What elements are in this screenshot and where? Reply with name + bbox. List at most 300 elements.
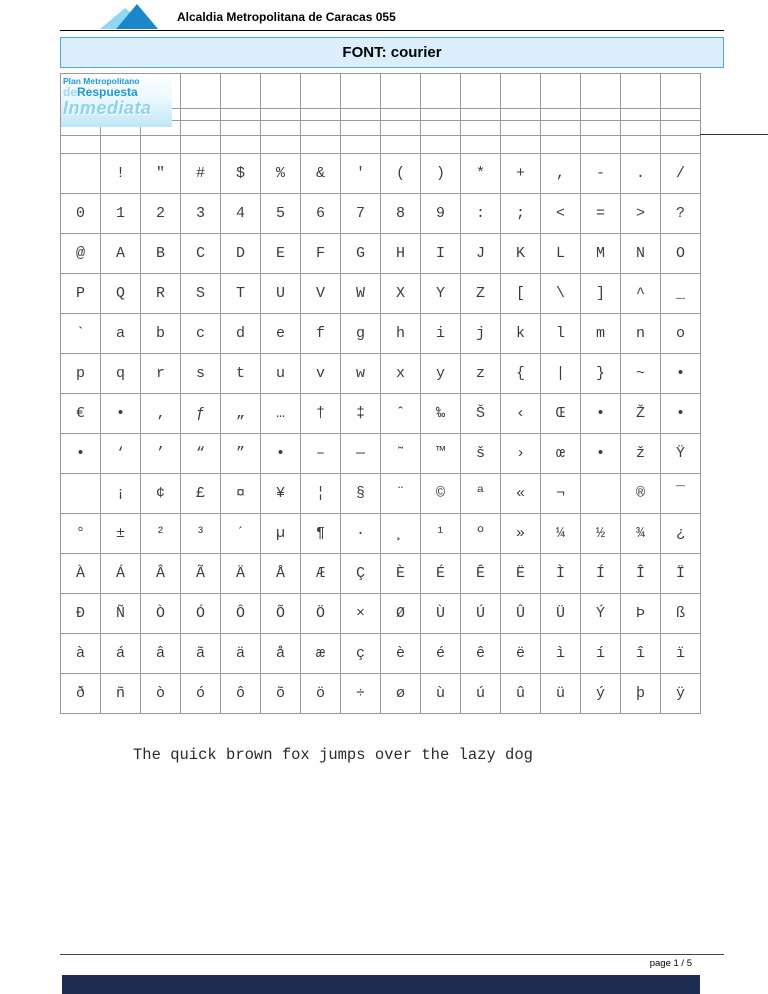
char-cell: E [261,234,301,274]
char-cell: • [61,434,101,474]
empty-cell [661,136,701,154]
char-cell: £ [181,474,221,514]
char-cell: „ [221,394,261,434]
char-cell: ” [221,434,261,474]
char-grid-body [61,74,701,714]
char-row [61,354,701,394]
char-cell: J [461,234,501,274]
char-cell: æ [301,634,341,674]
char-cell: ç [341,634,381,674]
char-cell: ô [221,674,261,714]
empty-cell [341,136,381,154]
empty-cell [421,74,461,109]
char-cell: ; [501,194,541,234]
char-cell: – [301,434,341,474]
char-cell: G [341,234,381,274]
char-cell [61,154,101,194]
char-cell: µ [261,514,301,554]
char-cell: i [421,314,461,354]
empty-cell [581,121,621,136]
char-cell: ’ [141,434,181,474]
empty-cell [461,109,501,121]
char-cell: L [541,234,581,274]
char-cell: g [341,314,381,354]
empty-cell [341,109,381,121]
empty-cell [261,136,301,154]
char-cell: û [501,674,541,714]
char-cell: Í [581,554,621,594]
char-cell: ) [421,154,461,194]
char-cell: ¨ [381,474,421,514]
char-cell: o [661,314,701,354]
char-cell: r [141,354,181,394]
char-cell: ê [461,634,501,674]
char-cell: Z [461,274,501,314]
empty-cell [261,74,301,109]
char-cell: ž [621,434,661,474]
char-cell: † [301,394,341,434]
char-cell: « [501,474,541,514]
empty-cell [261,121,301,136]
char-cell: € [61,394,101,434]
char-cell: R [141,274,181,314]
char-cell: ~ [621,354,661,394]
character-grid [60,73,701,714]
char-cell: × [341,594,381,634]
char-cell: S [181,274,221,314]
char-cell: F [301,234,341,274]
char-cell: · [341,514,381,554]
char-row [61,674,701,714]
char-row [61,154,701,194]
empty-cell [341,121,381,136]
char-cell: Ù [421,594,461,634]
empty-cell [501,136,541,154]
empty-cell [621,121,661,136]
triangle-dark-icon [116,4,158,29]
char-cell: 9 [421,194,461,234]
char-cell: › [501,434,541,474]
char-cell: ¡ [101,474,141,514]
char-cell: É [421,554,461,594]
char-cell: š [461,434,501,474]
empty-cell [301,121,341,136]
empty-cell [621,136,661,154]
char-cell: œ [541,434,581,474]
char-cell: ¾ [621,514,661,554]
char-cell: u [261,354,301,394]
char-cell: \ [541,274,581,314]
bottom-bar [62,975,700,994]
char-cell: 0 [61,194,101,234]
char-cell: h [381,314,421,354]
char-cell: ó [181,674,221,714]
char-cell: ñ [101,674,141,714]
empty-cell [381,121,421,136]
char-cell: … [261,394,301,434]
empty-cell [621,109,661,121]
char-cell: ‘ [101,434,141,474]
char-cell: ã [181,634,221,674]
char-cell: Ë [501,554,541,594]
empty-cell [581,136,621,154]
char-cell: & [301,154,341,194]
char-cell: Ì [541,554,581,594]
char-cell: Ç [341,554,381,594]
empty-cell [661,121,701,136]
char-cell: Ø [381,594,421,634]
char-cell: t [221,354,261,394]
char-cell: ÷ [341,674,381,714]
logo-de: de [63,85,78,99]
char-cell: Œ [541,394,581,434]
char-cell: p [61,354,101,394]
char-cell: + [501,154,541,194]
char-cell: ú [461,674,501,714]
empty-cell [301,109,341,121]
empty-cell [61,136,101,154]
char-cell: þ [621,674,661,714]
empty-cell [501,121,541,136]
empty-cell [421,109,461,121]
char-row [61,554,701,594]
empty-cell [221,121,261,136]
char-cell: ‰ [421,394,461,434]
char-cell: Ú [461,594,501,634]
char-cell: * [461,154,501,194]
char-cell: 6 [301,194,341,234]
empty-cell [181,136,221,154]
empty-cell [501,109,541,121]
char-table [60,73,701,714]
char-cell: Þ [621,594,661,634]
char-cell: Á [101,554,141,594]
char-cell: é [421,634,461,674]
char-cell: 7 [341,194,381,234]
char-cell: • [261,434,301,474]
char-cell: ù [421,674,461,714]
empty-cell [581,109,621,121]
empty-cell [421,121,461,136]
char-cell: ( [381,154,421,194]
char-cell: ¤ [221,474,261,514]
char-cell: < [541,194,581,234]
empty-cell [261,109,301,121]
caracas-crest-icon [100,2,172,30]
char-cell: ÿ [661,674,701,714]
char-cell: _ [661,274,701,314]
char-cell: @ [61,234,101,274]
char-cell: N [621,234,661,274]
char-cell: â [141,634,181,674]
char-cell: B [141,234,181,274]
char-cell: f [301,314,341,354]
char-cell: 1 [101,194,141,234]
char-cell: ³ [181,514,221,554]
char-cell: • [661,354,701,394]
char-cell: d [221,314,261,354]
char-cell: ' [341,154,381,194]
char-cell: ý [581,674,621,714]
page-number: page 1 / 5 [649,958,692,969]
empty-cell [341,74,381,109]
char-cell: Ý [581,594,621,634]
char-cell: w [341,354,381,394]
char-cell: : [461,194,501,234]
char-cell: C [181,234,221,274]
char-cell: ¥ [261,474,301,514]
logo-line1: Plan Metropolitano [63,76,140,86]
font-banner-label: FONT: courier [342,44,442,61]
char-cell: X [381,274,421,314]
empty-cell [621,74,661,109]
char-cell: í [581,634,621,674]
char-cell [61,474,101,514]
char-cell: ² [141,514,181,554]
char-cell: ì [541,634,581,674]
char-cell: s [181,354,221,394]
char-cell: Ä [221,554,261,594]
char-cell: • [581,394,621,434]
char-cell: á [101,634,141,674]
char-cell: õ [261,674,301,714]
char-cell: 4 [221,194,261,234]
char-cell: , [541,154,581,194]
empty-cell [101,136,141,154]
empty-cell [221,109,261,121]
char-cell: Î [621,554,661,594]
char-cell: © [421,474,461,514]
char-cell: } [581,354,621,394]
char-cell: º [461,514,501,554]
char-row [61,314,701,354]
footer-rule [60,954,724,955]
char-cell: O [661,234,701,274]
char-cell: å [261,634,301,674]
empty-cell [381,74,421,109]
pangram-sample: The quick brown fox jumps over the lazy dog [133,746,533,764]
char-cell: Ü [541,594,581,634]
char-row [61,434,701,474]
char-cell: / [661,154,701,194]
char-cell: À [61,554,101,594]
char-cell: - [581,154,621,194]
char-cell: Ô [221,594,261,634]
char-row [61,274,701,314]
char-cell: Ö [301,594,341,634]
char-cell: H [381,234,421,274]
char-cell: ™ [421,434,461,474]
char-cell: y [421,354,461,394]
page-header [60,0,724,31]
char-cell: ® [621,474,661,514]
empty-cell [221,136,261,154]
char-cell: ¦ [301,474,341,514]
char-cell: ¹ [421,514,461,554]
char-cell: Ž [621,394,661,434]
char-cell: à [61,634,101,674]
empty-cell [301,136,341,154]
char-cell: ° [61,514,101,554]
char-cell: • [661,394,701,434]
char-cell: ï [661,634,701,674]
char-cell: ä [221,634,261,674]
char-cell: Y [421,274,461,314]
empty-cell [541,136,581,154]
char-cell: ¿ [661,514,701,554]
empty-cell [461,74,501,109]
char-cell: È [381,554,421,594]
char-cell: z [461,354,501,394]
logo-respuesta: Respuesta [77,85,138,99]
char-cell: Q [101,274,141,314]
char-cell: Ð [61,594,101,634]
char-cell: % [261,154,301,194]
char-cell: Ã [181,554,221,594]
empty-cell [541,74,581,109]
char-cell: a [101,314,141,354]
char-cell: ª [461,474,501,514]
empty-cell [581,74,621,109]
empty-cell [461,121,501,136]
char-cell: ˜ [381,434,421,474]
char-cell: Š [461,394,501,434]
char-cell: — [341,434,381,474]
logo-line3: Inmediata [63,98,152,118]
empty-cell [181,74,221,109]
empty-cell [141,136,181,154]
char-cell: ` [61,314,101,354]
char-cell: I [421,234,461,274]
char-cell: x [381,354,421,394]
char-cell: 2 [141,194,181,234]
char-cell: î [621,634,661,674]
char-cell: Ï [661,554,701,594]
char-cell: M [581,234,621,274]
char-cell: k [501,314,541,354]
empty-cell [381,109,421,121]
char-cell: Ñ [101,594,141,634]
char-cell: ± [101,514,141,554]
char-cell: T [221,274,261,314]
char-cell: • [101,394,141,434]
char-row [61,514,701,554]
char-cell: • [581,434,621,474]
char-cell: Â [141,554,181,594]
char-cell: ! [101,154,141,194]
char-cell: # [181,154,221,194]
char-cell: j [461,314,501,354]
char-cell: . [621,154,661,194]
char-cell: ƒ [181,394,221,434]
char-cell: " [141,154,181,194]
char-cell: ‡ [341,394,381,434]
char-cell: » [501,514,541,554]
char-cell: § [341,474,381,514]
char-cell: V [301,274,341,314]
char-cell: ^ [621,274,661,314]
char-cell: { [501,354,541,394]
char-cell: e [261,314,301,354]
font-banner [60,37,724,68]
char-cell: ´ [221,514,261,554]
char-cell: ß [661,594,701,634]
empty-cell [541,109,581,121]
header-title: Alcaldia Metropolitana de Caracas 055 [177,10,396,24]
char-row [61,194,701,234]
char-cell: ¯ [661,474,701,514]
char-cell: ] [581,274,621,314]
char-cell: c [181,314,221,354]
empty-cell [301,74,341,109]
grid-header-row [61,136,701,154]
char-cell: ø [381,674,421,714]
char-cell: ü [541,674,581,714]
char-cell: q [101,354,141,394]
char-cell: Æ [301,554,341,594]
char-cell: 8 [381,194,421,234]
char-cell: ¶ [301,514,341,554]
char-cell [581,474,621,514]
empty-cell [541,121,581,136]
char-cell: ˆ [381,394,421,434]
char-cell: $ [221,154,261,194]
char-cell: Ò [141,594,181,634]
char-cell: b [141,314,181,354]
char-cell: n [621,314,661,354]
char-cell: [ [501,274,541,314]
empty-cell [181,109,221,121]
char-cell: Û [501,594,541,634]
char-cell: P [61,274,101,314]
char-cell: 5 [261,194,301,234]
char-cell: Ê [461,554,501,594]
char-row [61,394,701,434]
char-cell: ¼ [541,514,581,554]
char-cell: 3 [181,194,221,234]
char-cell: è [381,634,421,674]
char-cell: ¬ [541,474,581,514]
char-row [61,234,701,274]
char-cell: Õ [261,594,301,634]
char-cell: ð [61,674,101,714]
char-cell: ë [501,634,541,674]
char-cell: l [541,314,581,354]
empty-cell [221,74,261,109]
plan-metropolitano-logo [61,74,172,127]
char-cell: m [581,314,621,354]
empty-cell [381,136,421,154]
char-cell: | [541,354,581,394]
empty-cell [661,109,701,121]
char-cell: Ÿ [661,434,701,474]
char-cell: ¢ [141,474,181,514]
char-cell: ‹ [501,394,541,434]
char-cell: v [301,354,341,394]
char-cell: “ [181,434,221,474]
char-cell: ‚ [141,394,181,434]
empty-cell [661,74,701,109]
char-cell: D [221,234,261,274]
header-rule-extension [700,134,768,135]
empty-cell [181,121,221,136]
char-row [61,474,701,514]
char-cell: ö [301,674,341,714]
char-cell: K [501,234,541,274]
char-cell: ½ [581,514,621,554]
char-cell: ? [661,194,701,234]
empty-cell [501,74,541,109]
